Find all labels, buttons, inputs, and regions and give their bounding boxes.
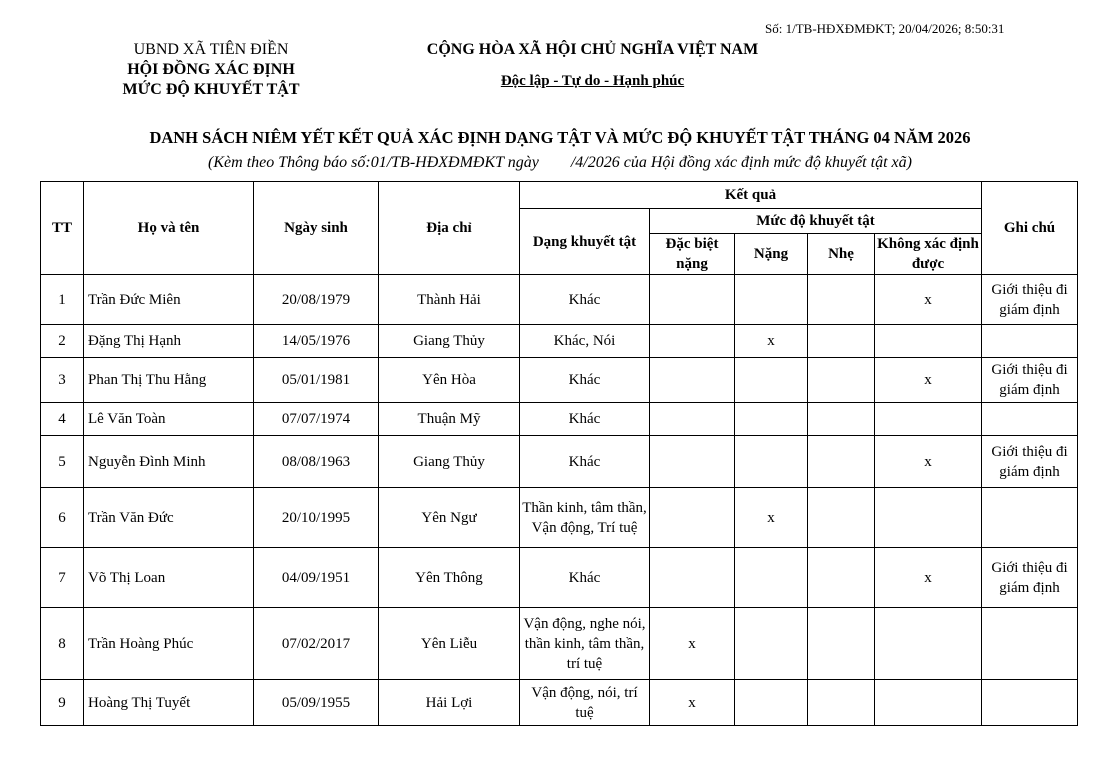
- cell-very-severe: [650, 488, 735, 548]
- table-row: [41, 548, 1078, 608]
- cell-dob: 05/01/1981: [254, 358, 379, 403]
- cell-dob: 07/02/2017: [254, 608, 379, 680]
- cell-undetermined: [875, 325, 982, 358]
- cell-very-severe: x: [650, 680, 735, 726]
- header-address: Địa chỉ: [379, 182, 520, 275]
- national-motto: Độc lập - Tự do - Hạnh phúc: [500, 73, 685, 89]
- cell-tt: 6: [41, 488, 84, 548]
- cell-severe: [735, 608, 808, 680]
- cell-type: Khác: [520, 275, 650, 325]
- cell-undetermined: x: [875, 275, 982, 325]
- cell-very-severe: [650, 403, 735, 436]
- cell-type: Thần kinh, tâm thần, Vận động, Trí tuệ: [520, 488, 650, 548]
- cell-tt: 5: [41, 436, 84, 488]
- cell-type: Khác: [520, 358, 650, 403]
- cell-name: Phan Thị Thu Hằng: [84, 358, 254, 403]
- cell-very-severe: [650, 548, 735, 608]
- cell-dob: 14/05/1976: [254, 325, 379, 358]
- cell-type: Khác: [520, 436, 650, 488]
- cell-note: [982, 488, 1078, 548]
- cell-severe: x: [735, 325, 808, 358]
- cell-tt: 8: [41, 608, 84, 680]
- cell-severe: [735, 403, 808, 436]
- table-row: [41, 680, 1078, 726]
- cell-type: Khác: [520, 403, 650, 436]
- cell-tt: 9: [41, 680, 84, 726]
- cell-address: Thành Hải: [379, 275, 520, 325]
- cell-undetermined: [875, 608, 982, 680]
- document-subtitle: (Kèm theo Thông báo số:01/TB-HĐXĐMĐKT ngày /4/2026 của Hội đồng xác định mức độ khuyết tật xã): [208, 154, 912, 171]
- cell-dob: 07/07/1974: [254, 403, 379, 436]
- cell-name: Nguyễn Đình Minh: [84, 436, 254, 488]
- cell-name: Võ Thị Loan: [84, 548, 254, 608]
- cell-very-severe: [650, 275, 735, 325]
- header-name: Họ và tên: [84, 182, 254, 275]
- cell-dob: 08/08/1963: [254, 436, 379, 488]
- document-title: DANH SÁCH NIÊM YẾT KẾT QUẢ XÁC ĐỊNH DẠNG TẬT VÀ MỨC ĐỘ KHUYẾT TẬT THÁNG 04 NĂM 2026: [149, 128, 971, 147]
- table-row: [41, 436, 1078, 488]
- header-severe: Nặng: [735, 234, 808, 275]
- cell-tt: 7: [41, 548, 84, 608]
- cell-mild: [808, 325, 875, 358]
- cell-note: Giới thiệu đi giám định: [982, 358, 1078, 403]
- cell-address: Giang Thủy: [379, 436, 520, 488]
- cell-mild: [808, 680, 875, 726]
- council-name-line2: MỨC ĐỘ KHUYẾT TẬT: [122, 81, 300, 98]
- cell-note: [982, 325, 1078, 358]
- cell-name: Trần Văn Đức: [84, 488, 254, 548]
- cell-note: [982, 608, 1078, 680]
- table-row: [41, 608, 1078, 680]
- cell-type: Khác, Nói: [520, 325, 650, 358]
- cell-dob: 20/08/1979: [254, 275, 379, 325]
- cell-severe: [735, 436, 808, 488]
- header-very-severe: Đặc biệt nặng: [650, 234, 735, 275]
- cell-severe: [735, 548, 808, 608]
- cell-undetermined: x: [875, 436, 982, 488]
- cell-very-severe: [650, 358, 735, 403]
- header-level: Mức độ khuyết tật: [650, 209, 982, 234]
- cell-mild: [808, 275, 875, 325]
- cell-dob: 05/09/1955: [254, 680, 379, 726]
- header-result: Kết quả: [520, 182, 982, 209]
- table-row: [41, 275, 1078, 325]
- header-type: Dạng khuyết tật: [520, 209, 650, 275]
- cell-very-severe: [650, 325, 735, 358]
- cell-very-severe: [650, 436, 735, 488]
- council-name: HỘI ĐỒNG XÁC ĐỊNH: [127, 61, 295, 78]
- document-number: Số: 1/TB-HĐXĐMĐKT; 20/04/2026; 8:50:31: [765, 21, 1005, 36]
- cell-severe: [735, 275, 808, 325]
- cell-type: Vận động, nghe nói, thần kinh, tâm thần, trí tuệ: [520, 608, 650, 680]
- cell-mild: [808, 608, 875, 680]
- cell-note: Giới thiệu đi giám định: [982, 548, 1078, 608]
- cell-name: Đặng Thị Hạnh: [84, 325, 254, 358]
- cell-type: Vận động, nói, trí tuệ: [520, 680, 650, 726]
- cell-tt: 4: [41, 403, 84, 436]
- cell-address: Thuận Mỹ: [379, 403, 520, 436]
- cell-undetermined: [875, 403, 982, 436]
- results-table: [40, 181, 1078, 726]
- cell-severe: x: [735, 488, 808, 548]
- cell-undetermined: x: [875, 548, 982, 608]
- cell-note: [982, 403, 1078, 436]
- header-mild: Nhẹ: [808, 234, 875, 275]
- cell-undetermined: [875, 488, 982, 548]
- cell-undetermined: [875, 680, 982, 726]
- table-row: [41, 403, 1078, 436]
- cell-dob: 20/10/1995: [254, 488, 379, 548]
- cell-type: Khác: [520, 548, 650, 608]
- cell-mild: [808, 488, 875, 548]
- cell-severe: [735, 358, 808, 403]
- header-note: Ghi chú: [982, 182, 1078, 275]
- national-header: [380, 40, 805, 90]
- header-undetermined: Không xác định được: [875, 234, 982, 275]
- cell-address: Hải Lợi: [379, 680, 520, 726]
- cell-very-severe: x: [650, 608, 735, 680]
- cell-address: Yên Thông: [379, 548, 520, 608]
- table-row: [41, 358, 1078, 403]
- cell-undetermined: x: [875, 358, 982, 403]
- cell-name: Trần Đức Miên: [84, 275, 254, 325]
- cell-severe: [735, 680, 808, 726]
- cell-address: Giang Thủy: [379, 325, 520, 358]
- cell-tt: 3: [41, 358, 84, 403]
- cell-address: Yên Ngư: [379, 488, 520, 548]
- cell-mild: [808, 358, 875, 403]
- cell-note: Giới thiệu đi giám định: [982, 275, 1078, 325]
- cell-mild: [808, 548, 875, 608]
- header-tt: TT: [41, 182, 84, 275]
- cell-mild: [808, 403, 875, 436]
- cell-tt: 2: [41, 325, 84, 358]
- header-dob: Ngày sinh: [254, 182, 379, 275]
- cell-dob: 04/09/1951: [254, 548, 379, 608]
- commune-name: UBND XÃ TIÊN ĐIỀN: [133, 41, 289, 58]
- issuing-authority: [96, 40, 326, 100]
- cell-mild: [808, 436, 875, 488]
- cell-name: Trần Hoàng Phúc: [84, 608, 254, 680]
- cell-note: Giới thiệu đi giám định: [982, 436, 1078, 488]
- cell-name: Lê Văn Toàn: [84, 403, 254, 436]
- national-title: CỘNG HÒA XÃ HỘI CHỦ NGHĨA VIỆT NAM: [426, 41, 759, 58]
- cell-address: Yên Liễu: [379, 608, 520, 680]
- cell-note: [982, 680, 1078, 726]
- table-row: [41, 488, 1078, 548]
- cell-name: Hoàng Thị Tuyết: [84, 680, 254, 726]
- cell-tt: 1: [41, 275, 84, 325]
- table-row: [41, 325, 1078, 358]
- cell-address: Yên Hòa: [379, 358, 520, 403]
